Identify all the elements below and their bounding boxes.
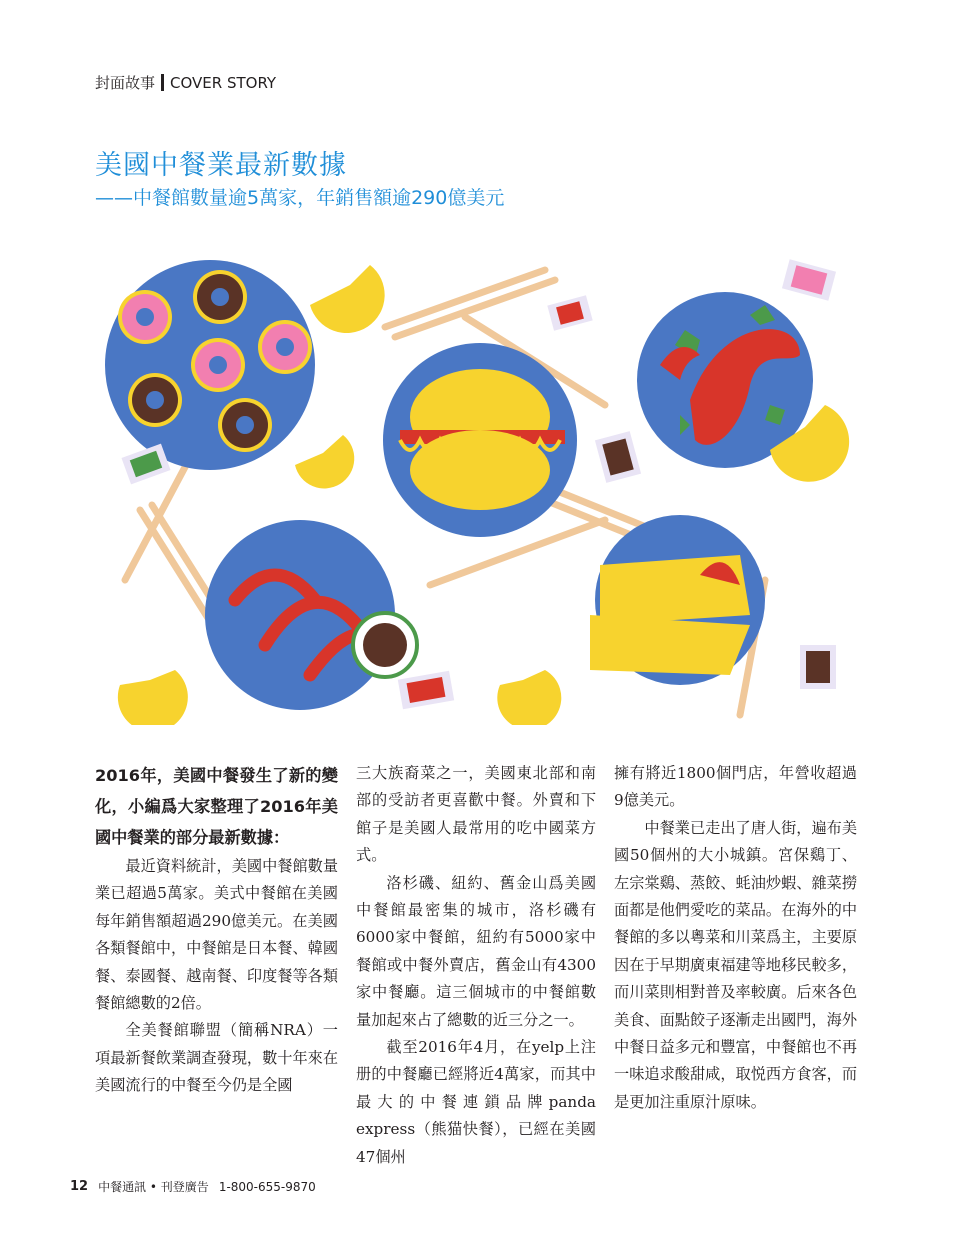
section-label-en: COVER STORY xyxy=(170,73,277,92)
paragraph: 擁有將近1800個門店，年營收超過9億美元。 xyxy=(614,764,857,810)
paragraph: 截至2016年4月，在yelp上注册的中餐廳已經將近4萬家，而其中最大的中餐連鎖品牌panda express（熊猫快餐），已經在美國47個州 xyxy=(356,1038,596,1166)
paragraph: 洛杉磯、紐約、舊金山爲美國中餐館最密集的城市，洛杉磯有6000家中餐館，紐約有5000家中餐館或中餐外賣店，舊金山有4300家中餐廳。這三個城市的中餐館數量加起來占了總數的近三分之一。 xyxy=(356,873,596,1029)
column-3 xyxy=(614,760,857,1116)
donut-plate xyxy=(105,260,315,470)
food-illustration xyxy=(100,255,860,725)
publication-name: 中餐通訊 • 刊登廣告 xyxy=(98,1180,209,1194)
page-number: 12 xyxy=(70,1179,89,1194)
article-title: 美國中餐業最新數據 xyxy=(95,150,347,181)
page-footer xyxy=(70,1178,316,1195)
wrap-plate xyxy=(590,515,765,685)
header-divider xyxy=(161,74,164,91)
article-subtitle: ——中餐館數量逾5萬家，年銷售額逾290億美元 xyxy=(95,187,505,209)
paragraph: 三大族裔菜之一，美國東北部和南部的受訪者更喜歡中餐。外賣和下館子是美國人最常用的吃中國菜方式。 xyxy=(356,764,596,865)
section-label-zh: 封面故事 xyxy=(95,74,156,92)
paragraph: 中餐業已走出了唐人街，遍布美國50個州的大小城鎮。宮保鷄丁、左宗棠鷄、蒸餃、蚝油炒蝦、雜菜撈面都是他們愛吃的菜品。在海外的中餐館的多以粵菜和川菜爲主，主要原因在于早期廣東福建等地移民較多，而川菜則相對普及率較廣。后來各色美食、面點餃子逐漸走出國門，海外中餐日益多元和豐富，中餐館也不再一味追求酸甜咸，取悦西方食客，而是更加注重原汁原味。 xyxy=(614,818,858,1111)
column-1 xyxy=(95,760,338,1100)
column-2 xyxy=(356,760,596,1171)
paragraph: 全美餐館聯盟（簡稱NRA）一項最新餐飲業調查發現，數十年來在美國流行的中餐至今仍是全國 xyxy=(95,1021,338,1095)
sausage-plate xyxy=(205,520,417,710)
burger-plate xyxy=(383,343,577,537)
lead-paragraph: 2016年，美國中餐發生了新的變化，小編爲大家整理了2016年美國中餐業的部分最新數據： xyxy=(95,766,338,847)
phone-number: 1-800-655-9870 xyxy=(218,1179,316,1194)
section-header xyxy=(95,72,276,93)
paragraph: 最近資料統計，美國中餐館數量業已超過5萬家。美式中餐館在美國每年銷售額超過290億美元。在美國各類餐館中，中餐館是日本餐、韓國餐、泰國餐、越南餐、印度餐等各類餐館總數的2倍。 xyxy=(95,857,339,1013)
